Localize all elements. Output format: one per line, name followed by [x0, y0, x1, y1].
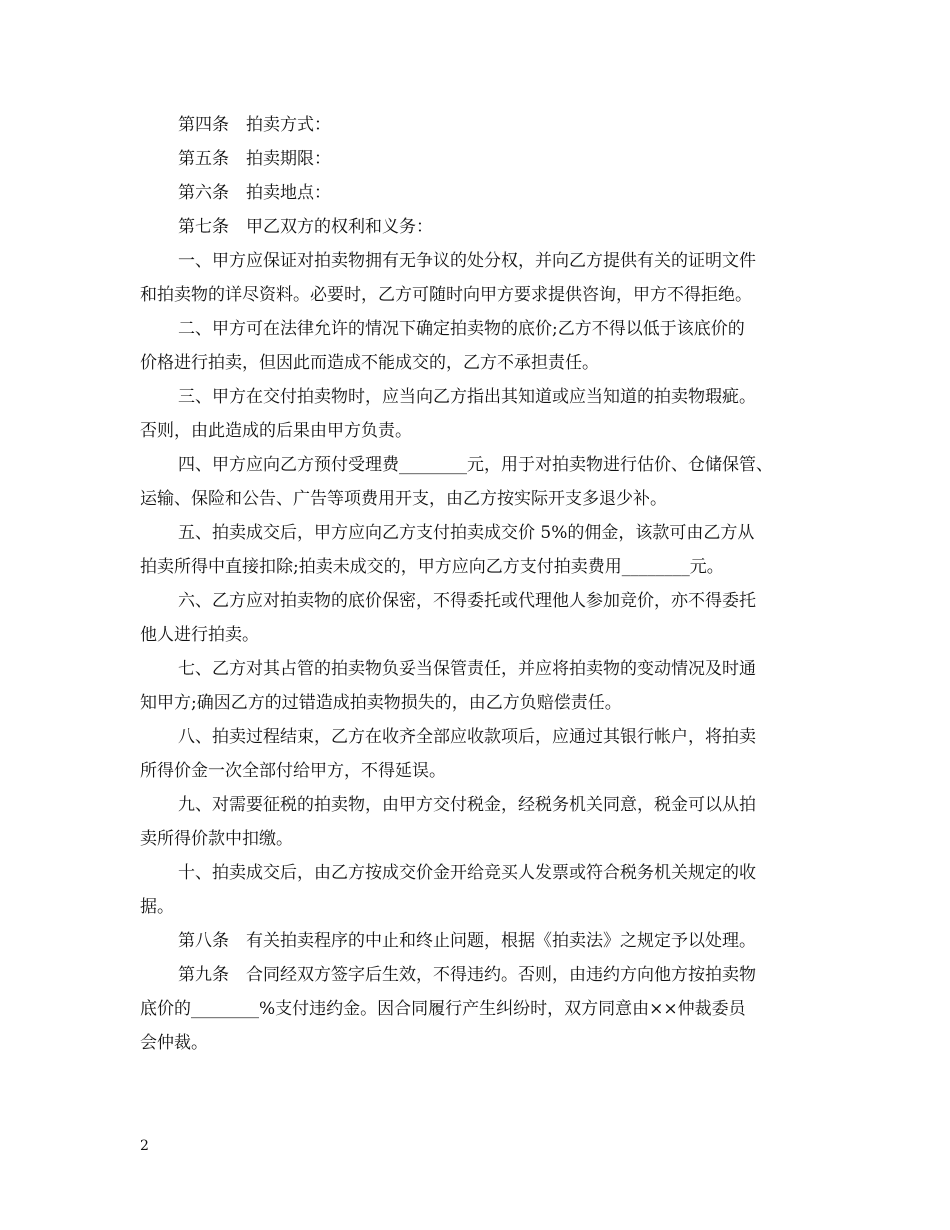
text-line: 四、甲方应向乙方预付受理费________元，用于对拍卖物进行估价、仓储保管、	[178, 455, 773, 475]
text-line: 第五条 拍卖期限：	[178, 149, 331, 169]
text-line: 十、拍卖成交后，由乙方按成交价金开给竞买人发票或符合税务机关规定的收	[178, 863, 756, 883]
text-line: 三、甲方在交付拍卖物时，应当向乙方指出其知道或应当知道的拍卖物瑕疵。	[178, 387, 756, 407]
text-line: 知甲方;确因乙方的过错造成拍卖物损失的，由乙方负赔偿责任。	[140, 693, 622, 713]
text-line: 二、甲方可在法律允许的情况下确定拍卖物的底价;乙方不得以低于该底价的	[178, 319, 745, 339]
text-line: 九、对需要征税的拍卖物，由甲方交付税金，经税务机关同意，税金可以从拍	[178, 795, 756, 815]
text-line: 六、乙方应对拍卖物的底价保密，不得委托或代理他人参加竞价，亦不得委托	[178, 591, 756, 611]
text-line: 第七条 甲乙双方的权利和义务：	[178, 217, 433, 237]
text-line: 据。	[140, 897, 174, 917]
text-line: 第九条 合同经双方签字后生效，不得违约。否则，由违约方向他方按拍卖物	[178, 965, 756, 985]
text-line: 底价的________%支付违约金。因合同履行产生纠纷时，双方同意由××仲裁委员	[140, 999, 746, 1019]
text-line: 七、乙方对其占管的拍卖物负妥当保管责任，并应将拍卖物的变动情况及时通	[178, 659, 756, 679]
text-line: 五、拍卖成交后，甲方应向乙方支付拍卖成交价 5%的佣金，该款可由乙方从	[178, 523, 755, 543]
document-body	[140, 114, 830, 1066]
text-line: 八、拍卖过程结束，乙方在收齐全部应收款项后，应通过其银行帐户，将拍卖	[178, 727, 756, 747]
text-line: 运输、保险和公告、广告等项费用开支，由乙方按实际开支多退少补。	[140, 489, 667, 509]
text-line: 第六条 拍卖地点：	[178, 183, 331, 203]
text-line: 会仲裁。	[140, 1033, 208, 1053]
text-line: 一、甲方应保证对拍卖物拥有无争议的处分权，并向乙方提供有关的证明文件	[178, 251, 756, 271]
page-number: 2	[140, 1138, 149, 1154]
text-line: 第四条 拍卖方式：	[178, 115, 331, 135]
text-line: 价格进行拍卖，但因此而造成不能成交的，乙方不承担责任。	[140, 353, 599, 373]
text-line: 否则，由此造成的后果由甲方负责。	[140, 421, 412, 441]
text-line: 拍卖所得中直接扣除;拍卖未成交的，甲方应向乙方支付拍卖费用________元。	[140, 557, 724, 577]
text-line: 和拍卖物的详尽资料。必要时，乙方可随时向甲方要求提供咨询，甲方不得拒绝。	[140, 285, 752, 305]
text-line: 他人进行拍卖。	[140, 625, 259, 645]
text-line: 第八条 有关拍卖程序的中止和终止问题，根据《拍卖法》之规定予以处理。	[178, 931, 756, 951]
text-line: 所得价金一次全部付给甲方，不得延误。	[140, 761, 446, 781]
text-line: 卖所得价款中扣缴。	[140, 829, 293, 849]
